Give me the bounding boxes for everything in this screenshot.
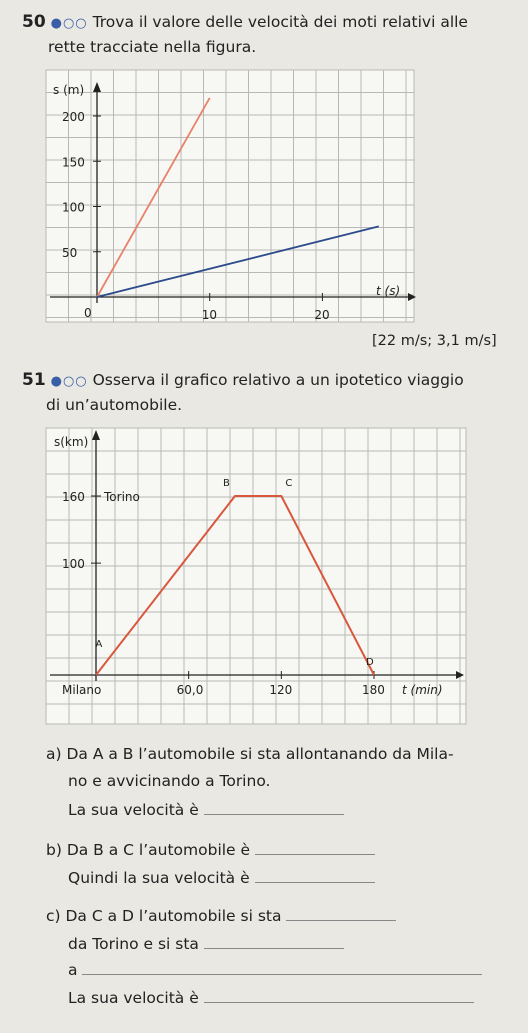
y-tick-label: 50	[62, 245, 78, 260]
question-b-2	[68, 868, 375, 887]
ex50-number: 50	[22, 12, 46, 32]
question-a-3	[68, 800, 344, 819]
question-c-3	[68, 960, 482, 979]
chart-car-trip	[0, 420, 528, 730]
x-tick-label: 120	[269, 683, 293, 697]
question-c-4-text: La sua velocità è	[68, 989, 199, 1007]
ex50-text-2: rette tracciate nella figura.	[48, 38, 257, 56]
x-tick-label: 60,0	[176, 683, 204, 697]
x-tick-label: 10	[201, 308, 217, 322]
answer-blank-a[interactable]	[204, 800, 344, 815]
question-a-1: a) Da A a B l’automobile si sta allontanando da Mila-	[46, 745, 454, 763]
grid-background	[46, 70, 414, 322]
ex50-difficulty-dots: ●○○	[50, 16, 88, 31]
ex50-answer: [22 m/s; 3,1 m/s]	[372, 333, 497, 349]
x-axis-label: t (min)	[402, 683, 443, 697]
answer-blank-b1[interactable]	[255, 840, 375, 855]
ex51-difficulty-dots: ●○○	[50, 374, 88, 389]
y-tick-label: 100	[62, 200, 85, 215]
answer-blank-c4[interactable]	[204, 988, 474, 1003]
y-axis-label: s(km)	[54, 435, 89, 449]
ex50-heading	[22, 12, 468, 32]
ex51-text-1: Osserva il grafico relativo a un ipotetico viaggio	[92, 371, 464, 389]
ex50-text-1: Trova il valore delle velocità dei moti relativi alle	[92, 13, 468, 31]
question-c-4	[68, 988, 474, 1007]
question-b-1-text: b) Da B a C l’automobile è	[46, 841, 251, 859]
grid-background	[46, 428, 466, 724]
ex51-heading	[22, 370, 464, 390]
y-tick-label: 0	[84, 306, 92, 320]
y-tick-label: 160	[62, 490, 85, 504]
chart-velocity-1	[0, 62, 528, 337]
y-tick-label: 100	[62, 557, 85, 572]
question-c-1-text: c) Da C a D l’automobile si sta	[46, 907, 282, 925]
question-b-2-text: Quindi la sua velocità è	[68, 869, 250, 887]
question-a-2: no e avvicinando a Torino.	[68, 772, 271, 790]
y-tick-label-torino: Torino	[104, 490, 140, 504]
question-b-1	[46, 840, 375, 859]
x-origin-label-milano: Milano	[62, 683, 102, 697]
answer-blank-c1[interactable]	[286, 906, 396, 921]
point-label-c: C	[285, 478, 293, 489]
ex51-number: 51	[22, 370, 46, 390]
answer-blank-b2[interactable]	[255, 868, 375, 883]
x-tick-label: 180	[362, 683, 385, 697]
point-label-d: D	[366, 657, 374, 668]
question-c-2	[68, 934, 344, 953]
point-label-a: A	[95, 639, 103, 650]
point-label-b: B	[223, 478, 230, 489]
question-a-3-text: La sua velocità è	[68, 801, 199, 819]
y-axis-label: s (m)	[53, 83, 85, 97]
x-tick-label: 20	[314, 308, 330, 322]
ex51-text-2: di un’automobile.	[46, 396, 183, 414]
question-c-1	[46, 906, 396, 925]
answer-blank-c3[interactable]	[82, 960, 482, 975]
y-tick-label: 200	[62, 110, 85, 124]
answer-blank-c2[interactable]	[204, 934, 344, 949]
question-c-3-text: a	[68, 961, 78, 979]
y-tick-label: 150	[62, 155, 85, 170]
question-c-2-text: da Torino e si sta	[68, 935, 199, 953]
x-axis-label: t (s)	[376, 284, 401, 298]
